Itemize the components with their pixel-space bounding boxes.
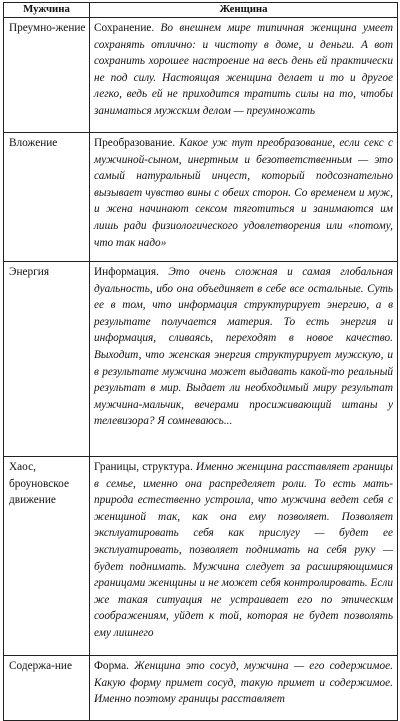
table-header-row — [4, 3, 398, 18]
woman-cell-text: Какое уж тут преобразование, если секс с мужчиной-сыном, инертным и безответственным — это самый натуральный инцест, который подсознательно вызывает чувство вины с обеих сторон. Со временем и муж, и жена начинают сексом тяготиться и занимаются им лишь ради физиологического удовлетворения или «потому, что так надо» — [94, 137, 394, 249]
woman-cell-text: Во внешнем мире типичная женщина умеет сохранять отлично: и чистоту в доме, и деньги. А вот сохранить хорошее настроение на весь день ей практически не под силу. Настоящая женщина делает и то и другое легко, ведь ей не приходится тратить силы на то, чтобы заниматься мужским делом — преумножать — [94, 22, 394, 117]
table-row — [4, 133, 398, 262]
woman-cell-lead: Границы, структура. — [94, 461, 193, 473]
woman-cell — [90, 133, 398, 262]
woman-cell — [90, 18, 398, 133]
woman-cell-lead: Сохранение. — [94, 22, 155, 34]
book-page — [3, 2, 397, 706]
woman-cell — [90, 656, 398, 721]
man-cell: Энергия — [4, 262, 90, 457]
man-cell: Вложение — [4, 133, 90, 262]
woman-cell-text: Именно женщина расставляет границы в семье, именно она распределяет роли. То есть мать-природа естественно устроила, что мужчина ведет себя с женщиной так, как она ему позволяет. Позволяет эксплуатировать себя как прислугу — будет ее эксплуатировать, позволяет поднимать на себя руку — будет поднимать. Мужчина следует за расширяющимися границами женщины и не может себя контролировать. Если же такая ситуация не устраивает его по этическим соображениям, уйдет к той, которая не будет позволять ему лишнего — [94, 461, 394, 639]
woman-cell-text: Женщина это сосуд, мужчина — его содержимое. Какую форму примет сосуд, такую примет и содержимое. Именно поэтому границы расставляет — [94, 660, 394, 706]
man-cell: Хаос, броуновское движение — [4, 457, 90, 656]
man-cell: Преумно-жение — [4, 18, 90, 133]
table-row — [4, 18, 398, 133]
table-row — [4, 262, 398, 457]
woman-cell-lead: Информация. — [94, 266, 159, 278]
woman-cell — [90, 457, 398, 656]
woman-cell-lead: Форма. — [94, 660, 129, 672]
woman-cell-lead: Преобразование. — [94, 137, 176, 149]
woman-cell — [90, 262, 398, 457]
table-row — [4, 457, 398, 656]
woman-cell-text: Это очень сложная и самая глобальная дуальность, ибо она объединяет в себе все остальные. Суть ее в том, что информация структурирует энергию, а в результате получается материя. То есть энергия и информация, сливаясь, переходят в новое качество. Выходит, что женская энергия структурирует мужскую, и в результате мужчина может выдавать какой-то реальный результат в мир. Выдает ли необходимый миру результат мужчина-мальчик, вечерами просиживающий штаны у телевизора? Я сомневаюсь... — [94, 266, 394, 428]
table-row — [4, 656, 398, 721]
column-header-man: Мужчина — [4, 3, 90, 18]
man-cell: Содержа-ние — [4, 656, 90, 721]
dualities-table — [3, 2, 398, 721]
column-header-woman: Женщина — [90, 3, 398, 18]
